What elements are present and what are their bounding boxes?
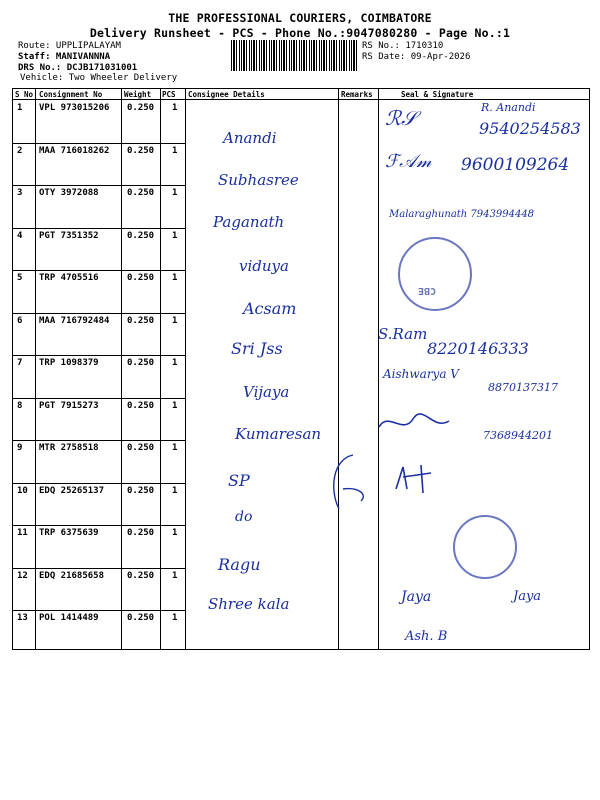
consignee-name: Anandi xyxy=(223,129,277,147)
col-header-seal-signature: Seal & Signature xyxy=(401,90,474,99)
drs-info: DRS No.: DCJB171031001 xyxy=(18,63,138,73)
consignee-name: Paganath xyxy=(213,213,285,231)
signature-scribble xyxy=(313,449,373,519)
row-divider xyxy=(13,568,185,569)
row-pcs: 1 xyxy=(172,570,178,581)
signature-text: Jaya xyxy=(513,589,542,604)
row-divider xyxy=(13,228,185,229)
row-weight: 0.250 xyxy=(127,315,155,326)
col-header-pcs: PCS xyxy=(162,90,176,99)
consignee-name: do xyxy=(235,509,253,525)
row-divider xyxy=(13,270,185,271)
row-consignment-no: TRP 1098379 xyxy=(39,358,99,368)
row-consignment-no: MTR 2758518 xyxy=(39,443,99,453)
row-pcs: 1 xyxy=(172,230,178,241)
row-pcs: 1 xyxy=(172,103,178,113)
consignee-name: Acsam xyxy=(243,299,297,318)
signature-mark: ℛ𝒮 xyxy=(385,106,417,130)
row-weight: 0.250 xyxy=(127,230,155,241)
col-header-sno: S No xyxy=(15,90,34,99)
row-weight: 0.250 xyxy=(127,188,155,198)
row-sno: 5 xyxy=(17,273,23,283)
consignee-name: Shree kala xyxy=(208,595,290,613)
row-pcs: 1 xyxy=(172,400,178,411)
row-consignment-no: TRP 6375639 xyxy=(39,528,99,538)
row-sno: 6 xyxy=(17,315,23,326)
col-header-consignee: Consignee Details xyxy=(188,90,265,99)
company-title: THE PROFESSIONAL COURIERS, COIMBATORE xyxy=(168,11,432,25)
signature-text: Jaya xyxy=(401,589,432,605)
row-pcs: 1 xyxy=(172,613,178,623)
row-weight: 0.250 xyxy=(127,358,155,368)
row-sno: 13 xyxy=(17,613,28,623)
row-sno: 1 xyxy=(17,103,23,113)
row-weight: 0.250 xyxy=(127,528,155,538)
row-divider xyxy=(13,185,185,186)
signature-text: 9600109264 xyxy=(461,155,570,175)
row-sno: 10 xyxy=(17,485,28,496)
row-divider xyxy=(13,525,185,526)
row-divider xyxy=(13,440,185,441)
row-sno: 8 xyxy=(17,400,23,411)
col-header-consignment: Consignment No xyxy=(39,90,103,99)
consignee-name: Ragu xyxy=(218,555,261,574)
row-divider xyxy=(13,355,185,356)
row-weight: 0.250 xyxy=(127,273,155,283)
row-weight: 0.250 xyxy=(127,443,155,453)
row-divider xyxy=(13,610,185,611)
col-header-weight: Weight xyxy=(124,90,152,99)
row-divider xyxy=(13,398,185,399)
row-consignment-no: TRP 4705516 xyxy=(39,273,99,283)
row-sno: 4 xyxy=(17,230,23,241)
runsheet-subtitle: Delivery Runsheet - PCS - Phone No.:9047080280 - Page No.:1 xyxy=(89,26,511,40)
row-sno: 3 xyxy=(17,188,23,198)
row-pcs: 1 xyxy=(172,188,178,198)
consignee-name: SP xyxy=(228,471,250,490)
row-pcs: 1 xyxy=(172,443,178,453)
signature-text: 7368944201 xyxy=(483,429,553,442)
row-pcs: 1 xyxy=(172,485,178,496)
col-header-remarks: Remarks xyxy=(341,90,373,99)
signature-text: Malaraghunath 7943994448 xyxy=(389,209,535,220)
barcode xyxy=(231,40,358,71)
signature-scribble xyxy=(373,409,453,439)
row-pcs: 1 xyxy=(172,315,178,326)
signature-text: Ash. B xyxy=(405,629,448,644)
row-sno: 11 xyxy=(17,528,28,538)
row-consignment-no: MAA 716018262 xyxy=(39,145,110,156)
row-sno: 9 xyxy=(17,443,23,453)
signature-scribble xyxy=(391,459,441,499)
row-pcs: 1 xyxy=(172,528,178,538)
row-weight: 0.250 xyxy=(127,570,155,581)
row-divider xyxy=(13,313,185,314)
signature-text: R. Anandi xyxy=(481,101,536,114)
row-consignment-no: PGT 7915273 xyxy=(39,400,99,411)
consignee-name: Kumaresan xyxy=(235,425,322,443)
signature-text: Aishwarya V xyxy=(383,367,459,381)
row-consignment-no: OTY 3972088 xyxy=(39,188,99,198)
row-sno: 12 xyxy=(17,570,28,581)
row-sno: 2 xyxy=(17,145,23,156)
row-consignment-no: EDQ 21685658 xyxy=(39,570,105,581)
row-sno: 7 xyxy=(17,358,23,368)
row-weight: 0.250 xyxy=(127,485,155,496)
signature-text: S.Ram xyxy=(378,325,428,343)
row-weight: 0.250 xyxy=(127,103,155,113)
row-pcs: 1 xyxy=(172,273,178,283)
row-divider xyxy=(13,483,185,484)
row-consignment-no: PGT 7351352 xyxy=(39,230,99,241)
seal-stamp xyxy=(453,515,517,579)
signature-text: 8220146333 xyxy=(427,339,529,358)
row-pcs: 1 xyxy=(172,145,178,156)
cbe-stamp: CBE xyxy=(398,237,472,311)
signature-mark: ℱ𝒜𝓂 xyxy=(385,151,432,172)
row-weight: 0.250 xyxy=(127,400,155,411)
row-consignment-no: VPL 973015206 xyxy=(39,103,110,113)
consignee-name: Sri Jss xyxy=(231,339,283,358)
rs-number: RS No.: 1710310 xyxy=(362,41,444,51)
route-info: Route: UPPLIPALAYAM xyxy=(18,41,121,51)
runsheet-table xyxy=(12,88,590,650)
signature-text: 9540254583 xyxy=(479,119,581,138)
rs-date: RS Date: 09-Apr-2026 xyxy=(362,52,471,62)
consignee-name: Vijaya xyxy=(243,383,290,401)
row-weight: 0.250 xyxy=(127,613,155,623)
staff-info: Staff: MANIVANNNA xyxy=(18,52,111,62)
consignee-name: viduya xyxy=(239,257,289,275)
row-pcs: 1 xyxy=(172,358,178,368)
vehicle-info: Vehicle: Two Wheeler Delivery xyxy=(20,73,178,83)
row-consignment-no: POL 1414489 xyxy=(39,613,99,623)
row-weight: 0.250 xyxy=(127,145,155,156)
row-consignment-no: MAA 716792484 xyxy=(39,315,110,326)
consignee-name: Subhasree xyxy=(218,171,299,189)
signature-text: 8870137317 xyxy=(488,381,558,394)
row-consignment-no: EDQ 25265137 xyxy=(39,485,105,496)
row-divider xyxy=(13,143,185,144)
